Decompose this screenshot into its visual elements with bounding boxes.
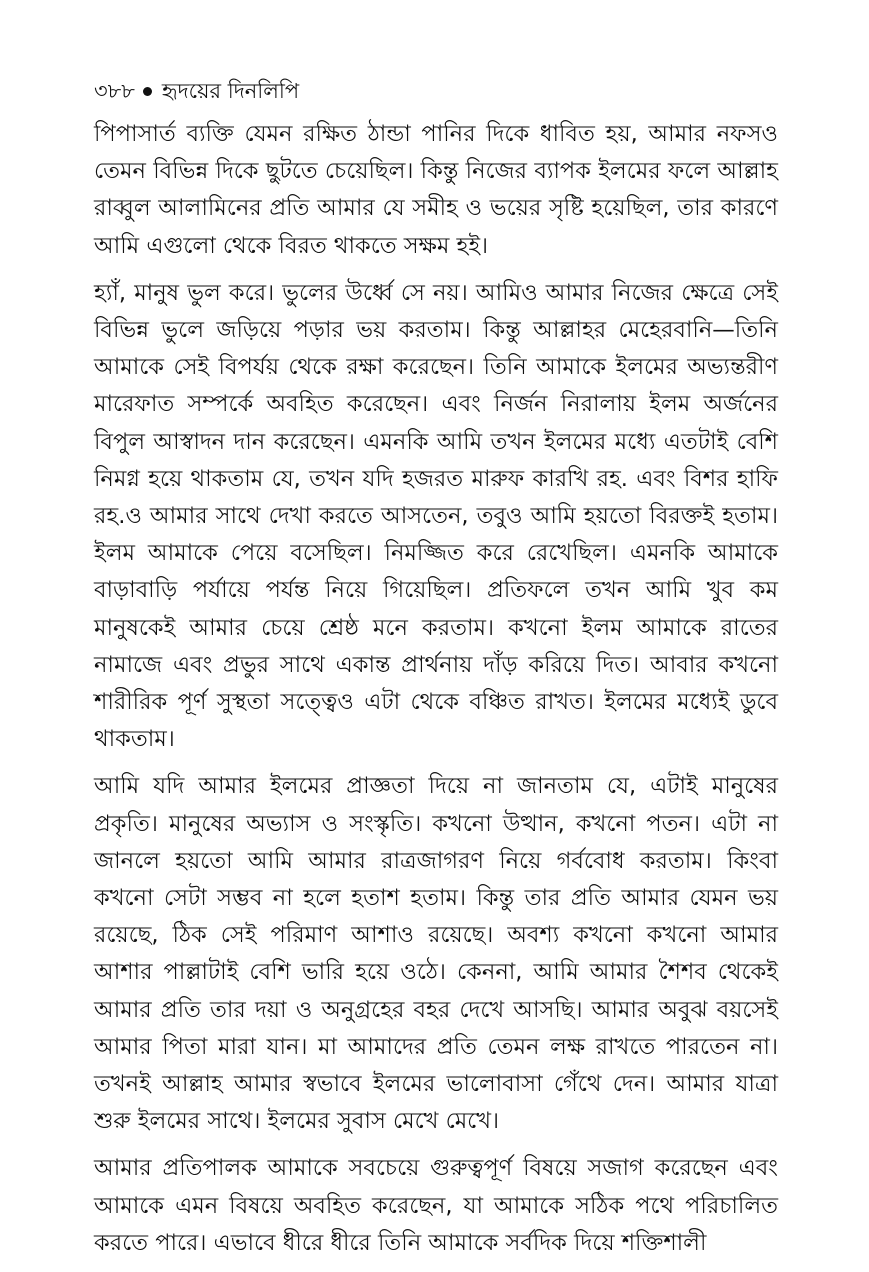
- book-page: [94, 74, 778, 1272]
- paragraph-3: আমি যদি আমার ইলমের প্রাজ্ঞতা দিয়ে না জানতাম যে, এটাই মানুষের প্রকৃতি। মানুষের অভ্যাস ও সংস্কৃতি। কখনো উত্থান, কখনো পতন। এটা না জানলে হয়তো আমি আমার রাত্রজাগরণ নিয়ে গর্ববোধ করতাম। কিংবা কখনো সেটা সম্ভব না হলে হতাশ হতাম। কিন্তু তার প্রতি আমার যেমন ভয় রয়েছে, ঠিক সেই পরিমাণ আশাও রয়েছে। অবশ্য কখনো কখনো আমার আশার পাল্লাটাই বেশি ভারি হয়ে ওঠে। কেননা, আমি আমার শৈশব থেকেই আমার প্রতি তার দয়া ও অনুগ্রহের বহর দেখে আসছি। আমার অবুঝ বয়সেই আমার পিতা মারা যান। মা আমাদের প্রতি তেমন লক্ষ রাখতে পারতেন না। তখনই আল্লাহ আমার স্বভাবে ইলমের ভালোবাসা গেঁথে দেন। আমার যাত্রা শুরু ইলমের সাথে। ইলমের সুবাস মেখে মেখে।: [94, 773, 778, 1135]
- page-number: ৩৮৮: [94, 79, 135, 103]
- paragraph-4: আমার প্রতিপালক আমাকে সবচেয়ে গুরুত্বপূর্ণ বিষয়ে সজাগ করেছেন এবং আমাকে এমন বিষয়ে অবহিত করেছেন, যা আমাকে সঠিক পথে পরিচালিত করতে পারে। এভাবে ধীরে ধীরে তিনি আমাকে সর্বদিক দিয়ে শক্তিশালী: [94, 1155, 778, 1256]
- running-header: [94, 74, 778, 108]
- header-bullet-icon: [143, 87, 152, 96]
- paragraph-2: হ্যাঁ, মানুষ ভুল করে। ভুলের উর্ধ্বে সে নয়। আমিও আমার নিজের ক্ষেত্রে সেই বিভিন্ন ভুলে জড়িয়ে পড়ার ভয় করতাম। কিন্তু আল্লাহর মেহেরবানি—তিনি আমাকে সেই বিপর্যয় থেকে রক্ষা করেছেন। তিনি আমাকে ইলমের অভ্যন্তরীণ মারেফাত সম্পর্কে অবহিত করেছেন। এবং নির্জন নিরালায় ইলম অর্জনের বিপুল আস্বাদন দান করেছেন। এমনকি আমি তখন ইলমের মধ্যে এতটাই বেশি নিমগ্ন হয়ে থাকতাম যে, তখন যদি হজরত মারুফ কারখি রহ. এবং বিশর হাফি রহ.ও আমার সাথে দেখা করতে আসতেন, তবুও আমি হয়তো বিরক্তই হতাম। ইলম আমাকে পেয়ে বসেছিল। নিমজ্জিত করে রেখেছিল। এমনকি আমাকে বাড়াবাড়ি পর্যায়ে পর্যন্ত নিয়ে গিয়েছিল। প্রতিফলে তখন আমি খুব কম মানুষকেই আমার চেয়ে শ্রেষ্ঠ মনে করতাম। কখনো ইলম আমাকে রাতের নামাজে এবং প্রভুর সাথে একান্ত প্রার্থনায় দাঁড় করিয়ে দিত। আবার কখনো শারীরিক পূর্ণ সুস্থতা সত্ত্বেও এটা থেকে বঞ্চিত রাখত। ইলমের মধ্যেই ডুবে থাকতাম।: [94, 279, 778, 753]
- paragraph-1: পিপাসার্ত ব্যক্তি যেমন রক্ষিত ঠান্ডা পানির দিকে ধাবিত হয়, আমার নফসও তেমন বিভিন্ন দিকে ছুটতে চেয়েছিল। কিন্তু নিজের ব্যাপক ইলমের ফলে আল্লাহ রাব্বুল আলামিনের প্রতি আমার যে সমীহ ও ভয়ের সৃষ্টি হয়েছিল, তার কারণে আমি এগুলো থেকে বিরত থাকতে সক্ষম হই।: [94, 121, 778, 259]
- book-title: হৃদয়ের দিনলিপি: [161, 79, 300, 103]
